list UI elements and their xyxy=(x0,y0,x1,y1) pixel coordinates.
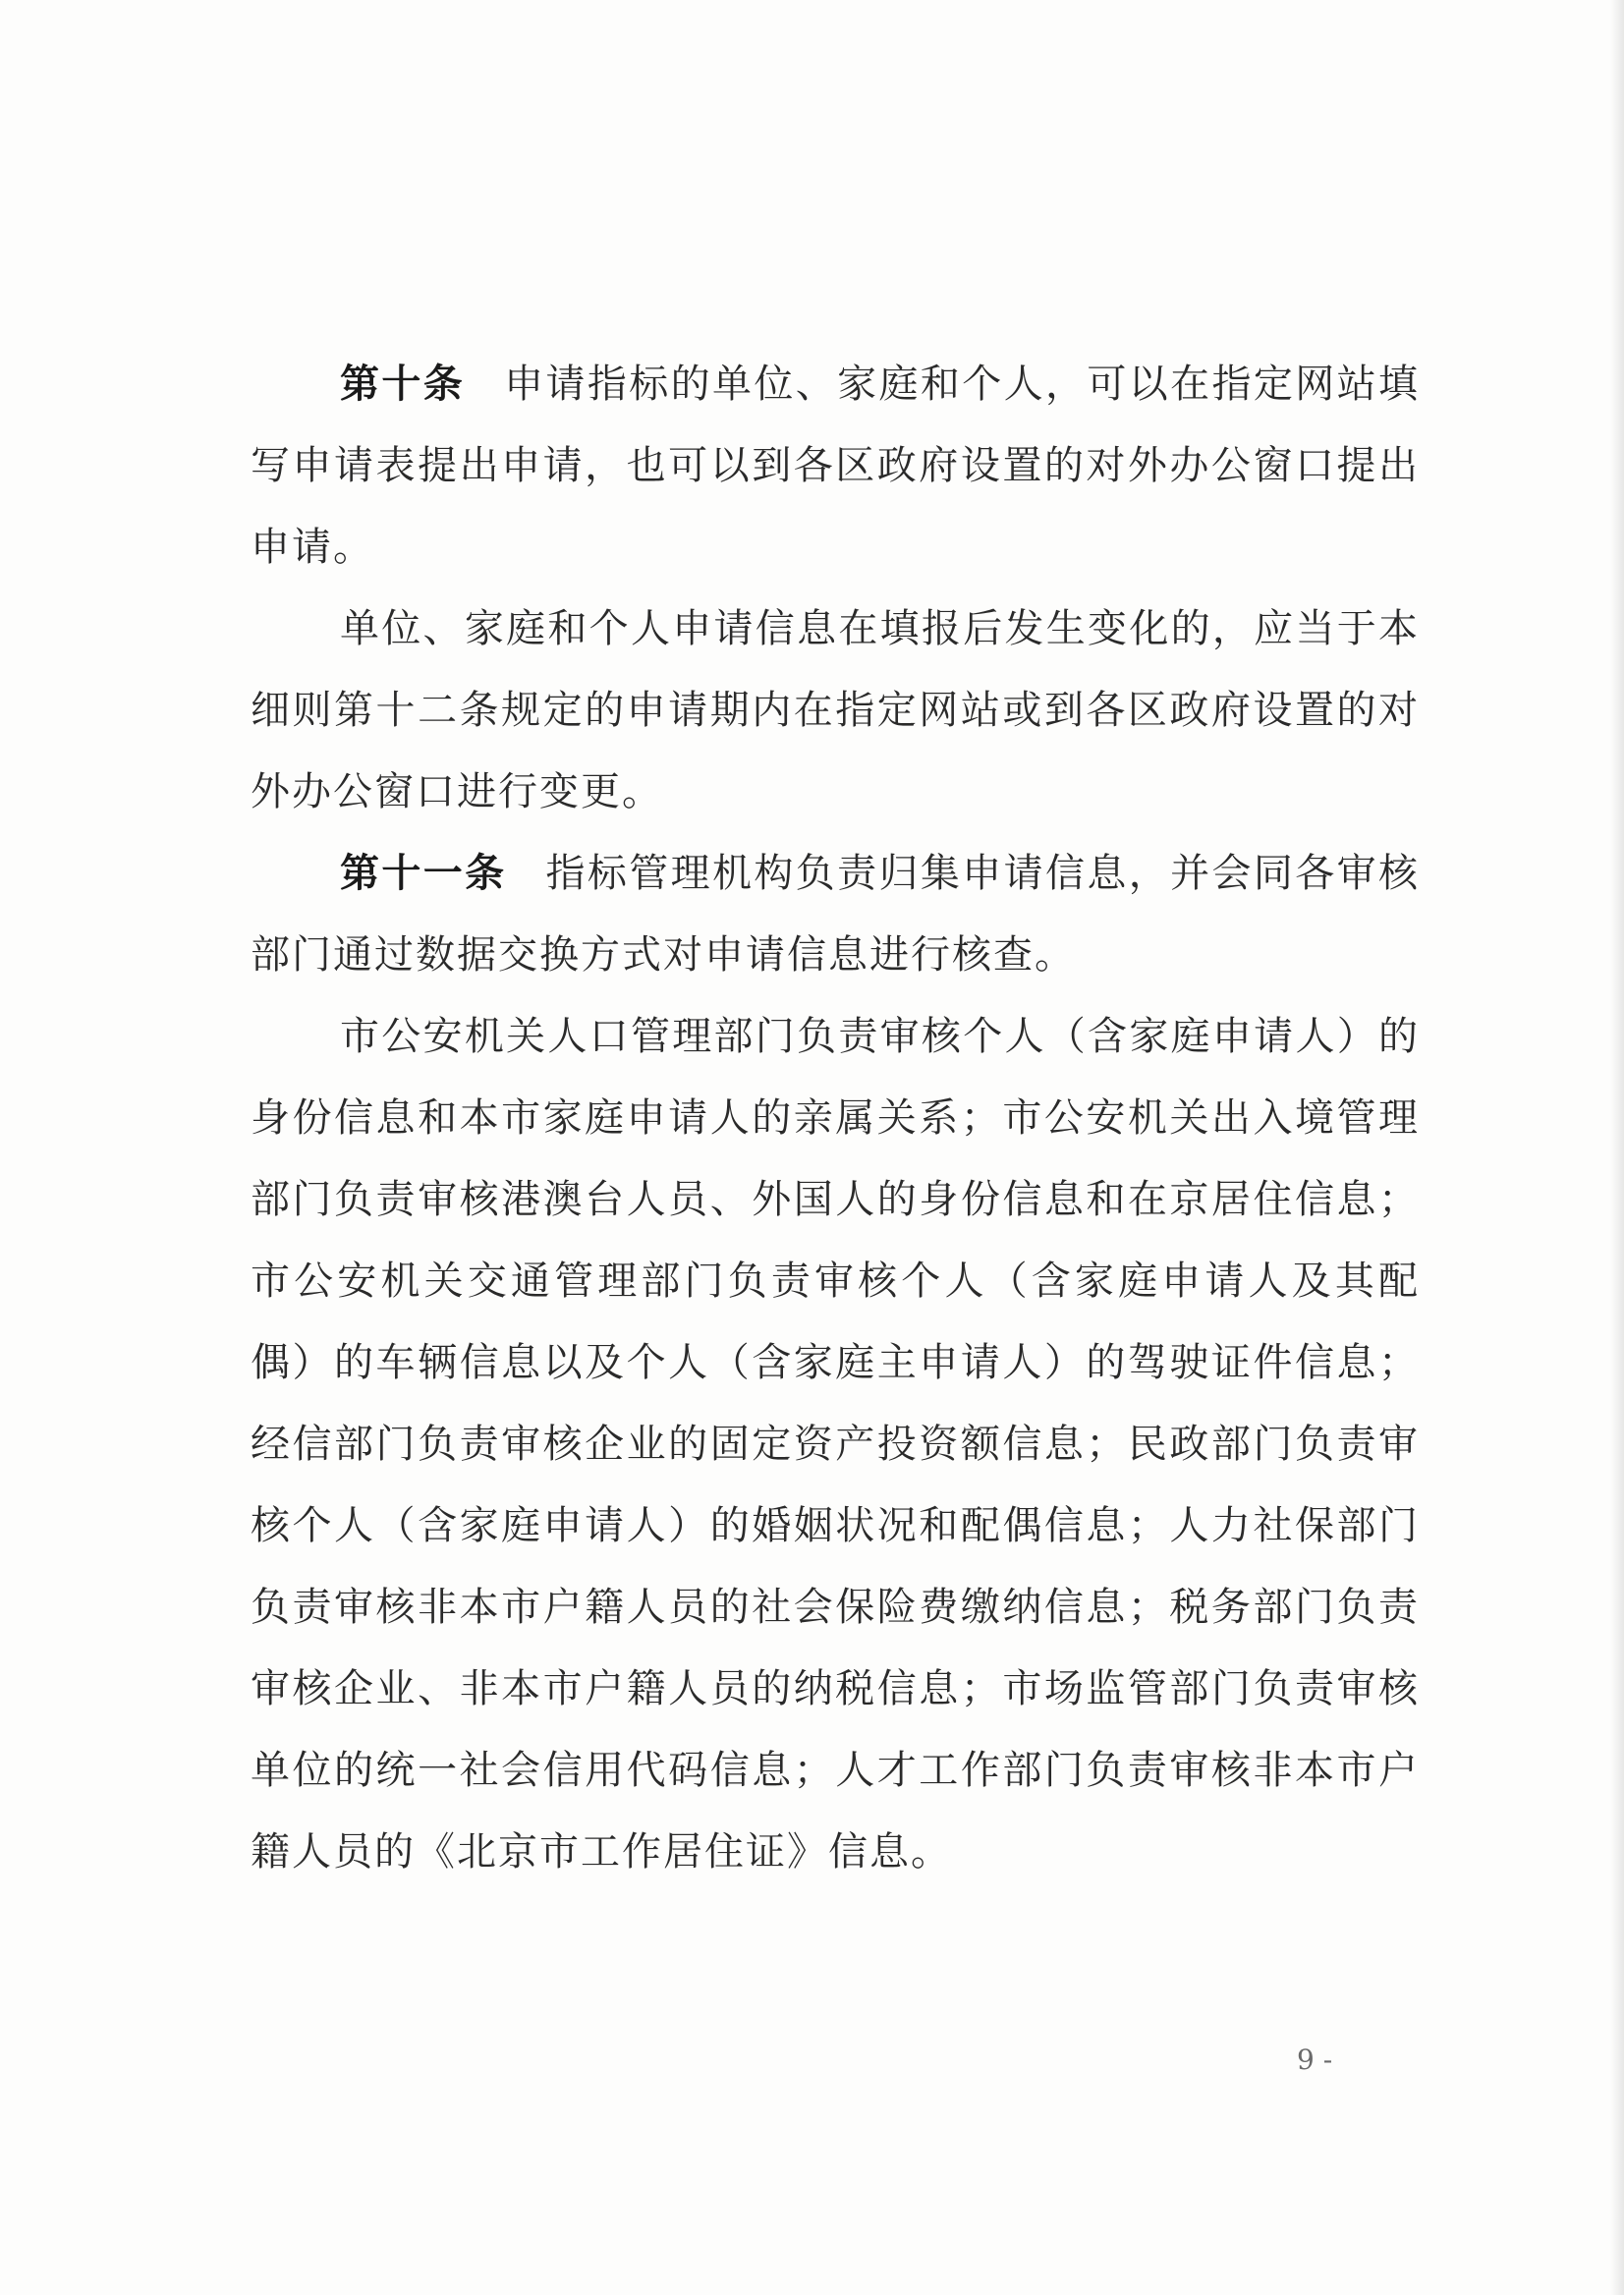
scan-shadow-edge xyxy=(1610,0,1624,2295)
paragraph-article-10-change xyxy=(251,588,1420,833)
paragraph-text: 指标管理机构负责归集申请信息，并会同各审核部门通过数据交换方式对申请信息进行核查。 xyxy=(251,851,1420,978)
paragraph-text: 申请指标的单位、家庭和个人，可以在指定网站填写申请表提出申请，也可以到各区政府设置的对外办公窗口提出申请。 xyxy=(251,362,1420,570)
paragraph-article-10 xyxy=(251,344,1420,588)
paragraph-text: 市公安机关人口管理部门负责审核个人（含家庭申请人）的身份信息和本市家庭申请人的亲属关系；市公安机关出入境管理部门负责审核港澳台人员、外国人的身份信息和在京居住信息；市公安机关交通管理部门负责审核个人（含家庭申请人及其配偶）的车辆信息以及个人（含家庭主申请人）的驾驶证件信息；经信部门负责审核企业的固定资产投资额信息；民政部门负责审核个人（含家庭申请人）的婚姻状况和配偶信息；人力社保部门负责审核非本市户籍人员的社会保险费缴纳信息；税务部门负责审核企业、非本市户籍人员的纳税信息；市场监管部门负责审核单位的统一社会信用代码信息；人才工作部门负责审核非本市户籍人员的《北京市工作居住证》信息。 xyxy=(251,1014,1420,1875)
paragraph-article-11 xyxy=(251,833,1420,996)
paragraph-text: 单位、家庭和个人申请信息在填报后发生变化的，应当于本细则第十二条规定的申请期内在指定网站或到各区政府设置的对外办公窗口进行变更。 xyxy=(251,606,1420,814)
paragraph-article-11-departments xyxy=(251,996,1420,1893)
article-label: 第十一条 xyxy=(340,851,507,896)
article-label: 第十条 xyxy=(340,362,466,407)
document-body xyxy=(251,344,1420,1893)
page-number: 9 - xyxy=(1297,2043,1333,2076)
